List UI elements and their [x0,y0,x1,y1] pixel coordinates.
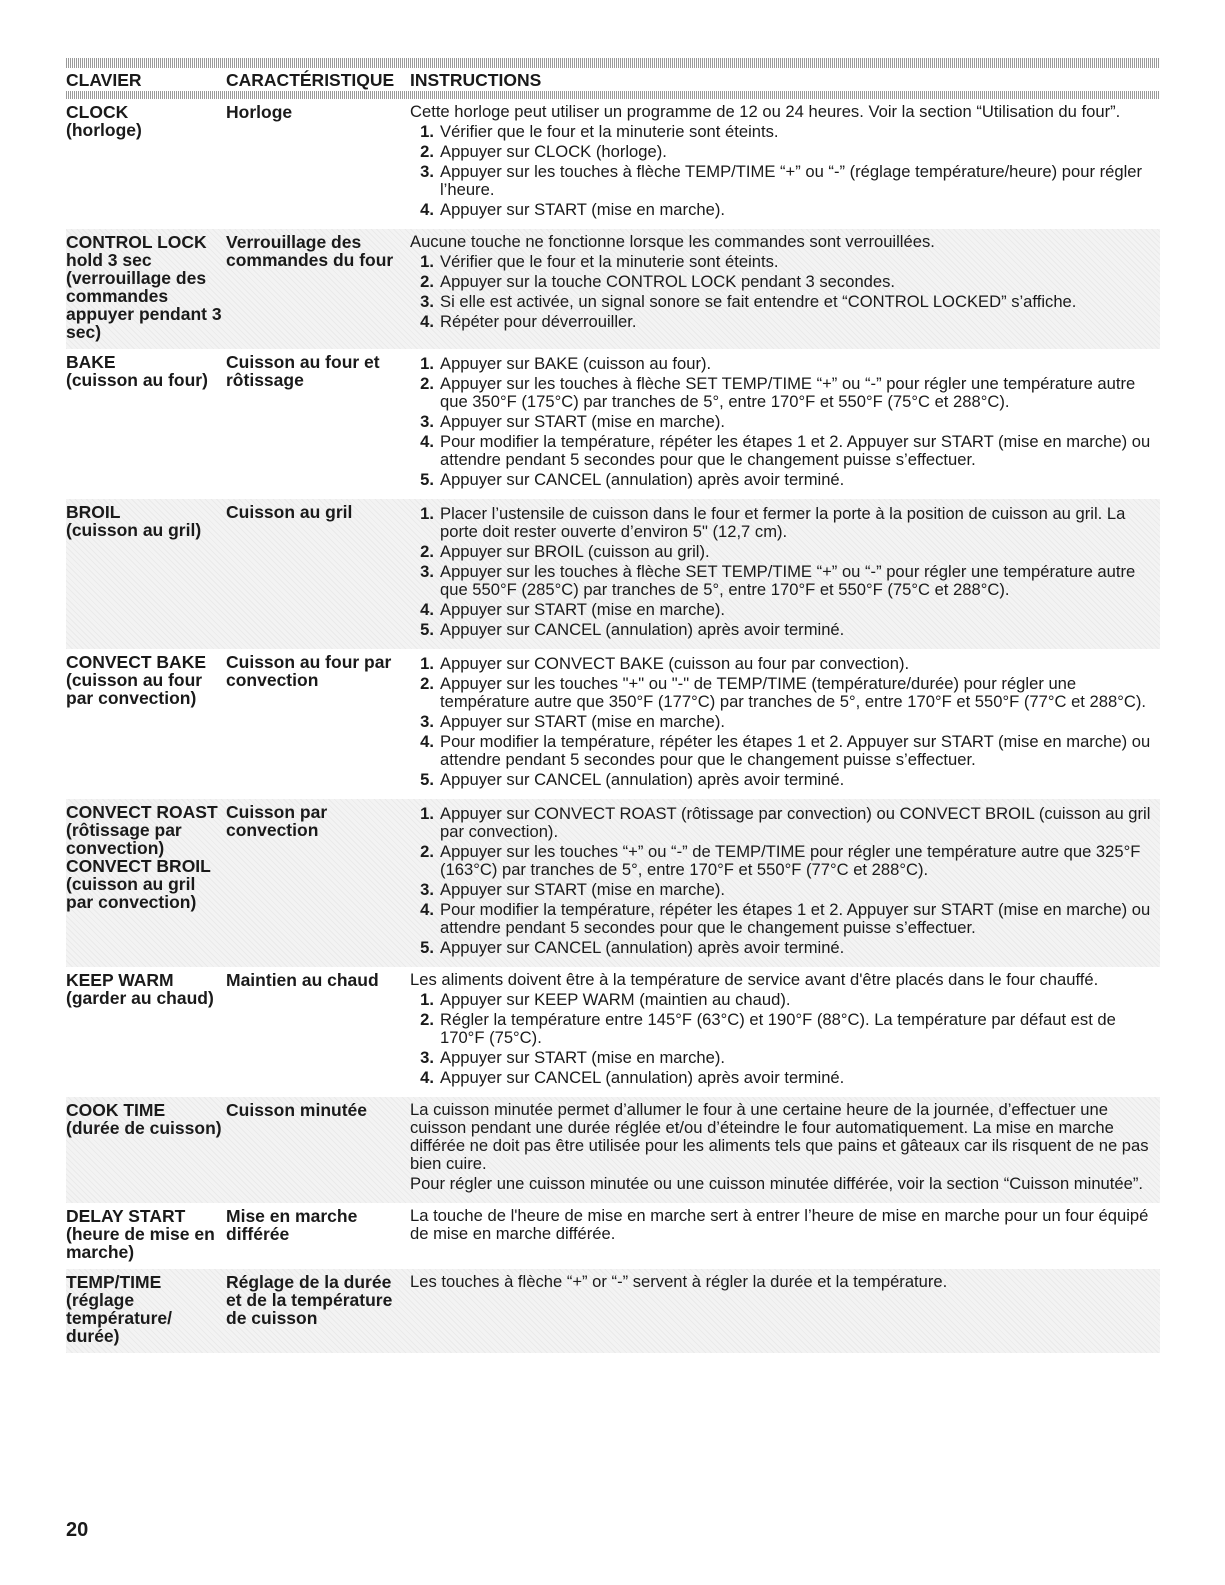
step-number: 2. [420,272,434,291]
step-number: 2. [420,842,434,861]
step-text: Appuyer sur START (mise en marche). [440,200,725,219]
instructions-cell [410,1273,1160,1345]
key-name: TEMP/TIME [66,1272,162,1292]
step-text: Appuyer sur BROIL (cuisson au gril). [440,542,710,561]
step-number: 4. [420,200,434,219]
step-text: Appuyer sur START (mise en marche). [440,600,725,619]
step-text: Appuyer sur START (mise en marche). [440,412,725,431]
key-cell [66,971,226,1089]
feature-cell: Maintien au chaud [226,970,379,990]
instructions-cell [410,971,1160,1089]
step-number: 1. [420,252,434,271]
key-translation: (verrouillage des commandes appuyer pendant 3 sec) [66,268,222,342]
key-translation: (cuisson au gril par convection) [66,874,197,912]
instruction-intro: Cette horloge peut utiliser un programme de 12 ou 24 heures. Voir la section “Utilisation du four”. [410,102,1121,121]
step-number: 1. [420,804,434,823]
step-number: 1. [420,654,434,673]
step-number: 5. [420,770,434,789]
instructions-cell [410,653,1160,791]
instruction-intro: La cuisson minutée permet d’allumer le four à une certaine heure de la journée, d’effectuer une cuisson pendant une durée réglée et/ou d’éteindre le four automatiquement. La mise en marche différée ne doit pas être utilisée pour les aliments tels que pains et gâteaux car ils risquent de ne pas bien cuire. [410,1100,1149,1173]
step-text: Appuyer sur CANCEL (annulation) après avoir terminé. [440,770,845,789]
step-number: 4. [420,732,434,751]
feature-cell: Cuisson par convection [226,802,328,840]
step-text: Appuyer sur START (mise en marche). [440,1048,725,1067]
step-item [410,375,1160,411]
instruction-intro: Les aliments doivent être à la température de service avant d'être placés dans le four chauffé. [410,970,1099,989]
step-item [410,355,1160,373]
key-translation: (cuisson au gril) [66,520,202,540]
step-item [410,601,1160,619]
step-item [410,471,1160,489]
step-item [410,413,1160,431]
table-row [66,799,1160,967]
key-translation: (heure de mise en marche) [66,1224,215,1262]
steps-list [410,355,1160,489]
step-item [410,201,1160,219]
step-item [410,991,1160,1009]
step-number: 2. [420,1010,434,1029]
step-number: 3. [420,292,434,311]
step-text: Si elle est activée, un signal sonore se fait entendre et “CONTROL LOCKED” s’affiche. [440,292,1077,311]
step-item [410,771,1160,789]
step-text: Appuyer sur CANCEL (annulation) après avoir terminé. [440,470,845,489]
step-text: Appuyer sur BAKE (cuisson au four). [440,354,712,373]
step-text: Appuyer sur CONVECT ROAST (rôtissage par convection) ou CONVECT BROIL (cuisson au gril par convection). [440,804,1151,841]
key-translation: (horloge) [66,120,142,140]
header-clavier: CLAVIER [66,69,142,90]
step-text: Appuyer sur START (mise en marche). [440,880,725,899]
page-number: 20 [66,1519,89,1541]
step-item [410,253,1160,271]
step-text: Appuyer sur les touches "+" ou "-" de TEMP/TIME (température/durée) pour régler une température autre que 350°F (177°C) par tranches de 5°, entre 170°F et 550°F (77°C et 288°C). [440,674,1146,711]
key-translation: (rôtissage par convection) [66,820,182,858]
key-name: CONTROL LOCK hold 3 sec [66,232,207,270]
step-number: 5. [420,470,434,489]
feature-cell: Verrouillage des commandes du four [226,232,394,270]
key-name: CLOCK [66,102,129,122]
step-item [410,881,1160,899]
step-text: Répéter pour déverrouiller. [440,312,637,331]
step-item [410,543,1160,561]
header-instructions: INSTRUCTIONS [410,69,542,90]
key-translation: (cuisson au four par convection) [66,670,203,708]
feature-cell: Cuisson au four et rôtissage [226,352,380,390]
table-row [66,1203,1160,1269]
feature-cell: Cuisson au four par convection [226,652,392,690]
step-text: Appuyer sur CANCEL (annulation) après avoir terminé. [440,620,845,639]
step-item [410,1069,1160,1087]
instructions-cell [410,103,1160,221]
key-cell [66,233,226,341]
key-name: BAKE [66,352,116,372]
step-number: 2. [420,674,434,693]
step-item [410,939,1160,957]
key-cell [66,353,226,491]
table-row [66,499,1160,649]
step-item [410,313,1160,331]
step-item [410,805,1160,841]
table-row [66,649,1160,799]
header-caracteristique: CARACTÉRISTIQUE [226,69,395,90]
step-item [410,1049,1160,1067]
instructions-cell [410,1207,1160,1261]
table-header [66,68,1160,91]
step-item [410,733,1160,769]
step-number: 5. [420,938,434,957]
key-translation: (cuisson au four) [66,370,208,390]
step-item [410,273,1160,291]
table-body [66,99,1160,1353]
instruction-intro: Les touches à flèche “+” or “-” servent à régler la durée et la température. [410,1272,948,1291]
header-top-rule [66,58,1160,68]
key-translation: (réglage température/ durée) [66,1290,173,1346]
key-name: CONVECT BAKE [66,652,207,672]
table-row [66,1269,1160,1353]
steps-list [410,991,1160,1087]
instructions-cell [410,803,1160,959]
instructions-cell [410,353,1160,491]
instructions-cell [410,1101,1160,1195]
instruction-intro: La touche de l'heure de mise en marche sert à entrer l’heure de mise en marche pour un four équipé de mise en marche différée. [410,1206,1149,1243]
step-text: Pour modifier la température, répéter les étapes 1 et 2. Appuyer sur START (mise en marche) ou attendre pendant 5 secondes pour que le changement puisse s’effectuer. [440,432,1151,469]
step-item [410,563,1160,599]
step-item [410,621,1160,639]
header-bottom-rule [66,91,1160,99]
key-translation: (garder au chaud) [66,988,214,1008]
step-number: 3. [420,880,434,899]
step-item [410,843,1160,879]
key-cell [66,103,226,221]
step-number: 3. [420,162,434,181]
key-name: DELAY START [66,1206,186,1226]
key-cell [66,1273,226,1345]
step-item [410,163,1160,199]
key-cell [66,1207,226,1261]
step-text: Pour modifier la température, répéter les étapes 1 et 2. Appuyer sur START (mise en marche) ou attendre pendant 5 secondes pour que le changement puisse s’effectuer. [440,900,1151,937]
step-number: 4. [420,1068,434,1087]
step-item [410,433,1160,469]
step-text: Appuyer sur les touches “+” ou “-” de TEMP/TIME pour régler une température autre que 325°F (163°C) par tranches de 5°, entre 170°F et 550°F (77°C et 288°C). [440,842,1141,879]
step-text: Appuyer sur START (mise en marche). [440,712,725,731]
table-row [66,229,1160,349]
step-text: Appuyer sur les touches à flèche SET TEMP/TIME “+” ou “-” pour régler une température autre que 350°F (175°C) par tranches de 5°, entre 170°F et 550°F (75°C et 288°C). [440,374,1136,411]
key-cell [66,803,226,959]
step-number: 4. [420,432,434,451]
step-number: 2. [420,374,434,393]
step-text: Appuyer sur CONVECT BAKE (cuisson au four par convection). [440,654,910,673]
key-name: CONVECT BROIL [66,856,211,876]
step-number: 1. [420,122,434,141]
feature-cell: Horloge [226,102,293,122]
table-row [66,99,1160,229]
instruction-note: Pour régler une cuisson minutée ou une cuisson minutée différée, voir la section “Cuisson minutée”. [410,1174,1143,1193]
step-number: 2. [420,542,434,561]
key-name: CONVECT ROAST [66,802,218,822]
step-item [410,655,1160,673]
step-text: Appuyer sur les touches à flèche TEMP/TIME “+” ou “-” (réglage température/heure) pour régler l’heure. [440,162,1143,199]
step-item [410,675,1160,711]
feature-table [66,58,1160,1353]
key-cell [66,503,226,641]
feature-cell: Réglage de la durée et de la température de cuisson [226,1272,393,1328]
table-row [66,349,1160,499]
instructions-cell [410,503,1160,641]
step-number: 1. [420,504,434,523]
key-cell [66,653,226,791]
step-text: Placer l’ustensile de cuisson dans le four et fermer la porte à la position de cuisson au gril. La porte doit rester ouverte d’environ 5" (12,7 cm). [440,504,1126,541]
step-text: Régler la température entre 145°F (63°C) et 190°F (88°C). La température par défaut est de 170°F (75°C). [440,1010,1116,1047]
instruction-intro: Aucune touche ne fonctionne lorsque les commandes sont verrouillées. [410,232,935,251]
key-name: COOK TIME [66,1100,166,1120]
step-number: 1. [420,990,434,1009]
step-text: Appuyer sur la touche CONTROL LOCK pendant 3 secondes. [440,272,896,291]
step-text: Appuyer sur les touches à flèche SET TEMP/TIME “+” ou “-” pour régler une température autre que 550°F (285°C) par tranches de 5°, entre 170°F et 550°F (75°C et 288°C). [440,562,1136,599]
step-text: Appuyer sur KEEP WARM (maintien au chaud). [440,990,791,1009]
step-item [410,505,1160,541]
step-text: Vérifier que le four et la minuterie sont éteints. [440,122,779,141]
step-text: Appuyer sur CANCEL (annulation) après avoir terminé. [440,938,845,957]
table-row [66,967,1160,1097]
step-number: 1. [420,354,434,373]
step-text: Appuyer sur CLOCK (horloge). [440,142,667,161]
step-number: 4. [420,600,434,619]
step-item [410,123,1160,141]
steps-list [410,253,1160,331]
step-text: Vérifier que le four et la minuterie sont éteints. [440,252,779,271]
key-name: KEEP WARM [66,970,174,990]
table-row [66,1097,1160,1203]
step-number: 2. [420,142,434,161]
key-name: BROIL [66,502,121,522]
step-item [410,143,1160,161]
steps-list [410,655,1160,789]
step-number: 4. [420,312,434,331]
steps-list [410,805,1160,957]
steps-list [410,505,1160,639]
step-item [410,713,1160,731]
feature-cell: Cuisson minutée [226,1100,367,1120]
step-item [410,293,1160,311]
step-number: 5. [420,620,434,639]
key-translation: (durée de cuisson) [66,1118,222,1138]
instructions-cell [410,233,1160,341]
feature-cell: Mise en marche différée [226,1206,358,1244]
step-number: 4. [420,900,434,919]
step-number: 3. [420,412,434,431]
steps-list [410,123,1160,219]
feature-cell: Cuisson au gril [226,502,353,522]
step-item [410,901,1160,937]
step-item [410,1011,1160,1047]
step-number: 3. [420,562,434,581]
step-number: 3. [420,1048,434,1067]
step-text: Appuyer sur CANCEL (annulation) après avoir terminé. [440,1068,845,1087]
step-text: Pour modifier la température, répéter les étapes 1 et 2. Appuyer sur START (mise en marche) ou attendre pendant 5 secondes pour que le changement puisse s’effectuer. [440,732,1151,769]
step-number: 3. [420,712,434,731]
key-cell [66,1101,226,1195]
